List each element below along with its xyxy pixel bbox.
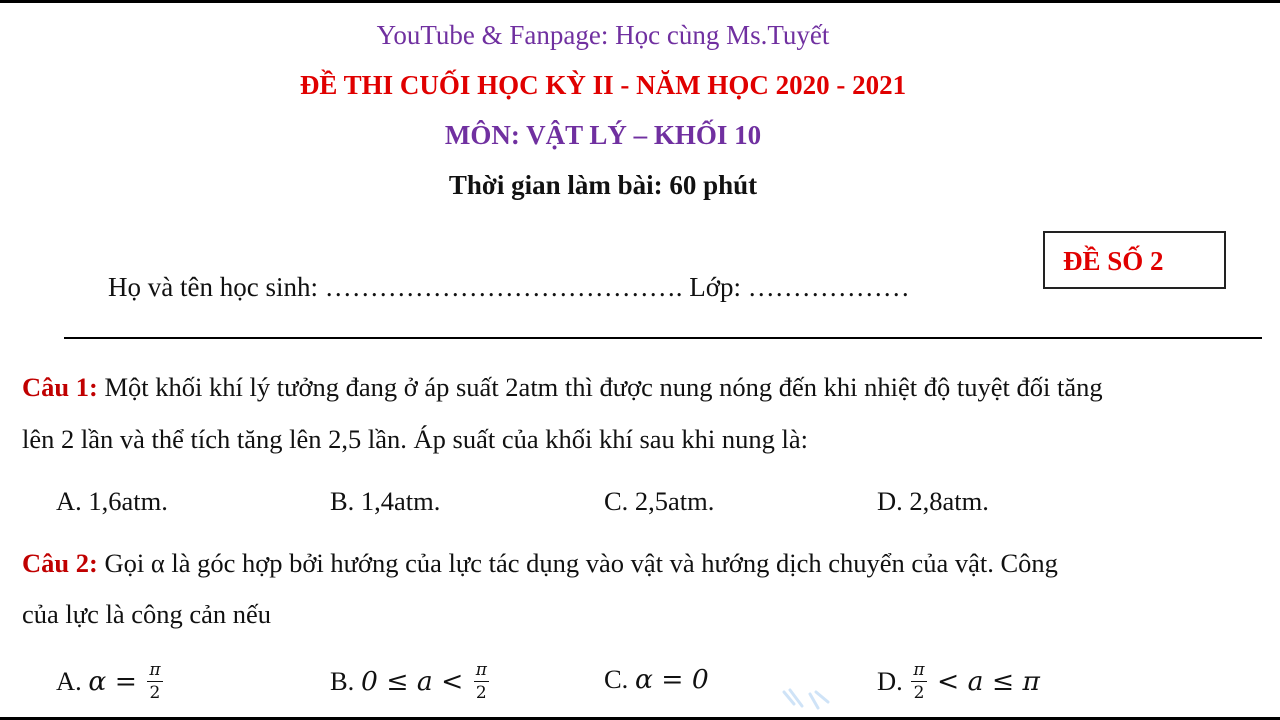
fraction: $\frac{\pi}{2}$ [913, 660, 925, 703]
question-1-line-1 [22, 372, 1103, 403]
question-2-line-2: của lực là công cản nếu [22, 599, 272, 629]
question-1-option-a: A. 1,6atm. [56, 486, 168, 516]
class-blank: ……………… [747, 272, 910, 302]
duration-line: Thời gian làm bài: 60 phút [448, 170, 758, 200]
name-label: Họ và tên học sinh: [108, 272, 325, 302]
top-border [0, 0, 1280, 3]
question-2-text: Gọi α là góc hợp bởi hướng của lực tác dụng vào vật và hướng dịch chuyển của vật. Công [97, 548, 1058, 578]
fraction: $\frac{\pi}{2}$ [475, 660, 487, 703]
question-2-option-a: A. α = $\frac{\pi}{2}$ [56, 660, 161, 703]
question-1-text: Một khối khí lý tưởng đang ở áp suất 2atm thì được nung nóng đến khi nhiệt độ tuyệt đối tăng [97, 372, 1103, 402]
question-2-option-b: B. 0 ≤ a < $\frac{\pi}{2}$ [330, 660, 487, 703]
subject-line: MÔN: VẬT LÝ – KHỐI 10 [444, 120, 762, 150]
question-1-label: Câu 1: [22, 372, 98, 402]
question-2-option-c: C. α = 0 [604, 664, 709, 695]
question-1-option-b: B. 1,4atm. [330, 486, 441, 516]
question-1-option-c: C. 2,5atm. [604, 486, 715, 516]
faint-watermark-icon [776, 682, 836, 712]
header-divider [64, 337, 1262, 339]
channel-credit: YouTube & Fanpage: Học cùng Ms.Tuyết [376, 20, 830, 50]
exam-title: ĐỀ THI CUỐI HỌC KỲ II - NĂM HỌC 2020 - 2021 [299, 70, 907, 100]
exam-number-box: ĐỀ SỐ 2 [1043, 231, 1226, 289]
class-label: Lớp: [682, 272, 748, 302]
question-2-option-d: D. $\frac{\pi}{2}$ < a ≤ π [877, 660, 1040, 703]
question-2-label: Câu 2: [22, 548, 98, 578]
question-1-line-2: lên 2 lần và thể tích tăng lên 2,5 lần. Áp suất của khối khí sau khi nung là: [22, 424, 808, 454]
student-info-line [108, 272, 910, 303]
fraction: $\frac{\pi}{2}$ [149, 660, 161, 703]
question-1-option-d: D. 2,8atm. [877, 486, 989, 516]
question-2-line-1 [22, 548, 1058, 579]
name-blank: …………………………………. [324, 272, 683, 302]
